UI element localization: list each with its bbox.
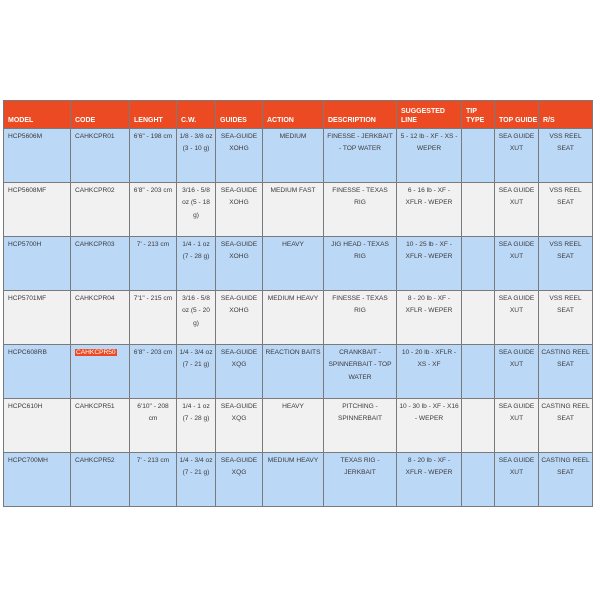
- table-cell: [462, 345, 495, 399]
- column-header: R/S: [539, 101, 593, 129]
- table-cell: CAHKCPR02: [71, 183, 130, 237]
- header-row: [4, 101, 593, 129]
- table-cell: SEA-GUIDE XQG: [216, 399, 263, 453]
- table-cell: MEDIUM HEAVY: [263, 453, 324, 507]
- table-row: [4, 345, 593, 399]
- column-header: DESCRIPTION: [324, 101, 397, 129]
- table-cell: CRANKBAIT - SPINNERBAIT - TOP WATER: [324, 345, 397, 399]
- table-cell: HCP5700H: [4, 237, 71, 291]
- table-cell: 7'1" - 215 cm: [130, 291, 177, 345]
- table-cell: 10 - 25 lb - XF - XFLR - WEPER: [397, 237, 462, 291]
- table-cell: VSS REEL SEAT: [539, 237, 593, 291]
- table-cell: [462, 183, 495, 237]
- table-cell: [462, 399, 495, 453]
- table-cell: SEA GUIDE XUT: [495, 345, 539, 399]
- table-cell: 1/4 - 3/4 oz (7 - 21 g): [177, 453, 216, 507]
- table-cell: 6'6" - 198 cm: [130, 129, 177, 183]
- table-cell: VSS REEL SEAT: [539, 183, 593, 237]
- table-cell: SEA GUIDE XUT: [495, 129, 539, 183]
- table-cell: CAHKCPR01: [71, 129, 130, 183]
- table-cell: SEA-GUIDE XQG: [216, 453, 263, 507]
- table-cell: 10 - 30 lb - XF - X16 - WEPER: [397, 399, 462, 453]
- column-header: TOP GUIDE: [495, 101, 539, 129]
- table-cell: PITCHING - SPINNERBAIT: [324, 399, 397, 453]
- table-cell: 6'10" - 208 cm: [130, 399, 177, 453]
- table-cell: SEA GUIDE XUT: [495, 291, 539, 345]
- column-header: C.W.: [177, 101, 216, 129]
- table-cell: SEA-GUIDE XOHG: [216, 291, 263, 345]
- table-cell: REACTION BAITS: [263, 345, 324, 399]
- table-cell: SEA-GUIDE XOHG: [216, 183, 263, 237]
- rod-spec-table: [3, 100, 593, 507]
- table-cell: CASTING REEL SEAT: [539, 453, 593, 507]
- table-cell: CAHKCPR04: [71, 291, 130, 345]
- table-cell: VSS REEL SEAT: [539, 291, 593, 345]
- table-body: [4, 129, 593, 507]
- table-cell: [462, 291, 495, 345]
- table-cell: 6'8" - 203 cm: [130, 183, 177, 237]
- table-row: [4, 291, 593, 345]
- table-cell: 1/4 - 3/4 oz (7 - 21 g): [177, 345, 216, 399]
- table-cell: 3/16 - 5/8 oz (5 - 18 g): [177, 183, 216, 237]
- table-cell: 8 - 20 lb - XF - XFLR - WEPER: [397, 453, 462, 507]
- table-cell: SEA-GUIDE XOHG: [216, 237, 263, 291]
- table-cell: CAHKCPR51: [71, 399, 130, 453]
- table-cell: SEA-GUIDE XQG: [216, 345, 263, 399]
- highlighted-code: CAHKCPR50: [76, 349, 116, 356]
- table-cell: VSS REEL SEAT: [539, 129, 593, 183]
- table-header: [4, 101, 593, 129]
- table-cell: HEAVY: [263, 237, 324, 291]
- column-header: GUIDES: [216, 101, 263, 129]
- table-cell: FINESSE - TEXAS RIG: [324, 291, 397, 345]
- table-cell: 1/8 - 3/8 oz (3 - 10 g): [177, 129, 216, 183]
- table-cell: HCPC700MH: [4, 453, 71, 507]
- table-cell: HCPC610H: [4, 399, 71, 453]
- table-cell: CASTING REEL SEAT: [539, 345, 593, 399]
- column-header: ACTION: [263, 101, 324, 129]
- table-cell: CASTING REEL SEAT: [539, 399, 593, 453]
- table-cell: SEA GUIDE XUT: [495, 183, 539, 237]
- table-cell: CAHKCPR52: [71, 453, 130, 507]
- table-cell: 5 - 12 lb - XF - XS - WEPER: [397, 129, 462, 183]
- column-header: TIP TYPE: [462, 101, 495, 129]
- table-cell: MEDIUM: [263, 129, 324, 183]
- table-cell: CAHKCPR03: [71, 237, 130, 291]
- table-cell: SEA GUIDE XUT: [495, 237, 539, 291]
- table-row: [4, 183, 593, 237]
- table-cell: FINESSE - TEXAS RIG: [324, 183, 397, 237]
- table-cell: [462, 129, 495, 183]
- table-cell: HCP5606M: [4, 129, 71, 183]
- table-cell: [462, 237, 495, 291]
- table-row: [4, 399, 593, 453]
- table-cell: SEA-GUIDE XOHG: [216, 129, 263, 183]
- table-cell: 10 - 20 lb - XFLR - XS - XF: [397, 345, 462, 399]
- table-cell: SEA GUIDE XUT: [495, 453, 539, 507]
- table-cell: 6 - 16 lb - XF - XFLR - WEPER: [397, 183, 462, 237]
- table-cell: HEAVY: [263, 399, 324, 453]
- table-cell: HCPC608RB: [4, 345, 71, 399]
- table-cell: HCP5701MF: [4, 291, 71, 345]
- table-row: [4, 453, 593, 507]
- table-cell: 7' - 213 cm: [130, 237, 177, 291]
- table-cell: JIG HEAD - TEXAS RIG: [324, 237, 397, 291]
- column-header: SUGGESTED LINE: [397, 101, 462, 129]
- table-cell: 8 - 20 lb - XF - XFLR - WEPER: [397, 291, 462, 345]
- table-cell: MEDIUM FAST: [263, 183, 324, 237]
- table-cell: 1/4 - 1 oz (7 - 28 g): [177, 399, 216, 453]
- column-header: CODE: [71, 101, 130, 129]
- table-row: [4, 237, 593, 291]
- table-cell: 3/16 - 5/8 oz (5 - 20 g): [177, 291, 216, 345]
- table-cell: TEXAS RIG - JERKBAIT: [324, 453, 397, 507]
- column-header: MODEL: [4, 101, 71, 129]
- table-cell: MEDIUM HEAVY: [263, 291, 324, 345]
- table-cell: 1/4 - 1 oz (7 - 28 g): [177, 237, 216, 291]
- table-cell: HCP5608MF: [4, 183, 71, 237]
- column-header: LENGHT: [130, 101, 177, 129]
- table-cell: [462, 453, 495, 507]
- table-cell: [71, 345, 130, 399]
- table-cell: 7' - 213 cm: [130, 453, 177, 507]
- table-cell: FINESSE - JERKBAIT - TOP WATER: [324, 129, 397, 183]
- table-cell: 6'8" - 203 cm: [130, 345, 177, 399]
- table-cell: SEA GUIDE XUT: [495, 399, 539, 453]
- table-row: [4, 129, 593, 183]
